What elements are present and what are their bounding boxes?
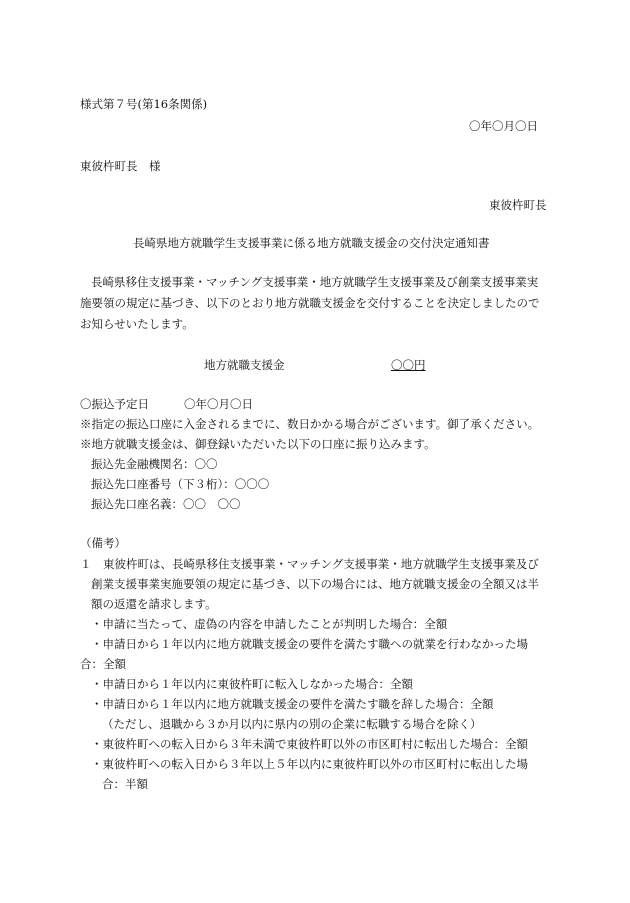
remarks-bullet: ・申請日から１年以内に地方就職支援金の要件を満たす職への就業を行わなかった場: [91, 637, 528, 651]
remarks-bullet: ・申請日から１年以内に地方就職支援金の要件を満たす職を辞した場合：全額: [91, 697, 494, 711]
amount-label: 地方就職支援金: [204, 358, 285, 372]
body-line: 施要領の規定に基づき、以下のとおり地方就職支援金を交付することを決定しましたので: [80, 296, 540, 310]
account-name: 振込先口座名義：〇〇 〇〇: [91, 497, 241, 511]
remarks-line: １ 東彼杵町は、長崎県移住支援事業・マッチング支援事業・地方就職学生支援事業及び: [80, 557, 539, 571]
remarks-bullet: ・東彼杵町への転入日から３年以上５年以内に東彼杵町以外の市区町村に転出した場: [91, 757, 528, 771]
remarks-bullet: ・申請日から１年以内に東彼杵町に転入しなかった場合：全額: [91, 677, 413, 691]
body-line: 長崎県移住支援事業・マッチング支援事業・地方就職学生支援事業及び創業支援事業実: [91, 275, 539, 289]
remarks-bullet-note: （ただし、退職から３か月以内に県内の別の企業に転職する場合を除く）: [102, 717, 482, 731]
remarks-bullet: ・申請に当たって、虚偽の内容を申請したことが判明した場合：全額: [91, 617, 448, 631]
issuer: 東彼杵町長: [489, 198, 547, 212]
remarks-bullet: ・東彼杵町への転入日から３年未満で東彼杵町以外の市区町村に転出した場合：全額: [91, 737, 528, 751]
amount-value: 〇〇円: [391, 358, 426, 372]
remarks-bullet-cont: 合：全額: [80, 657, 126, 671]
document-title: 長崎県地方就職学生支援事業に係る地方就職支援金の交付決定通知書: [133, 236, 490, 250]
remarks-line: 額の返還を請求します。: [91, 597, 217, 611]
transfer-note: ※指定の振込口座に入金されるまでに、数日かかる場合がございます。御了承ください。: [80, 417, 540, 431]
body-line: お知らせいたします。: [80, 317, 194, 331]
form-number: 様式第７号(第16条関係): [80, 97, 208, 111]
issue-date: 〇年〇月〇日: [469, 119, 538, 133]
scheduled-date: 〇年〇月〇日: [184, 397, 253, 411]
addressee: 東彼杵町長 様: [80, 159, 161, 173]
transfer-note: ※地方就職支援金は、御登録いただいた以下の口座に振り込みます。: [80, 437, 436, 451]
account-number: 振込先口座番号（下３桁）：〇〇〇: [91, 477, 270, 491]
scheduled-label: 〇振込予定日: [80, 397, 149, 411]
remarks-heading: （備考）: [80, 536, 126, 550]
remarks-line: 創業支援事業実施要領の規定に基づき、以下の場合には、地方就職支援金の全額又は半: [91, 577, 540, 591]
remarks-bullet-cont: 合：半額: [102, 777, 148, 791]
bank-name: 振込先金融機関名：〇〇: [91, 457, 218, 471]
